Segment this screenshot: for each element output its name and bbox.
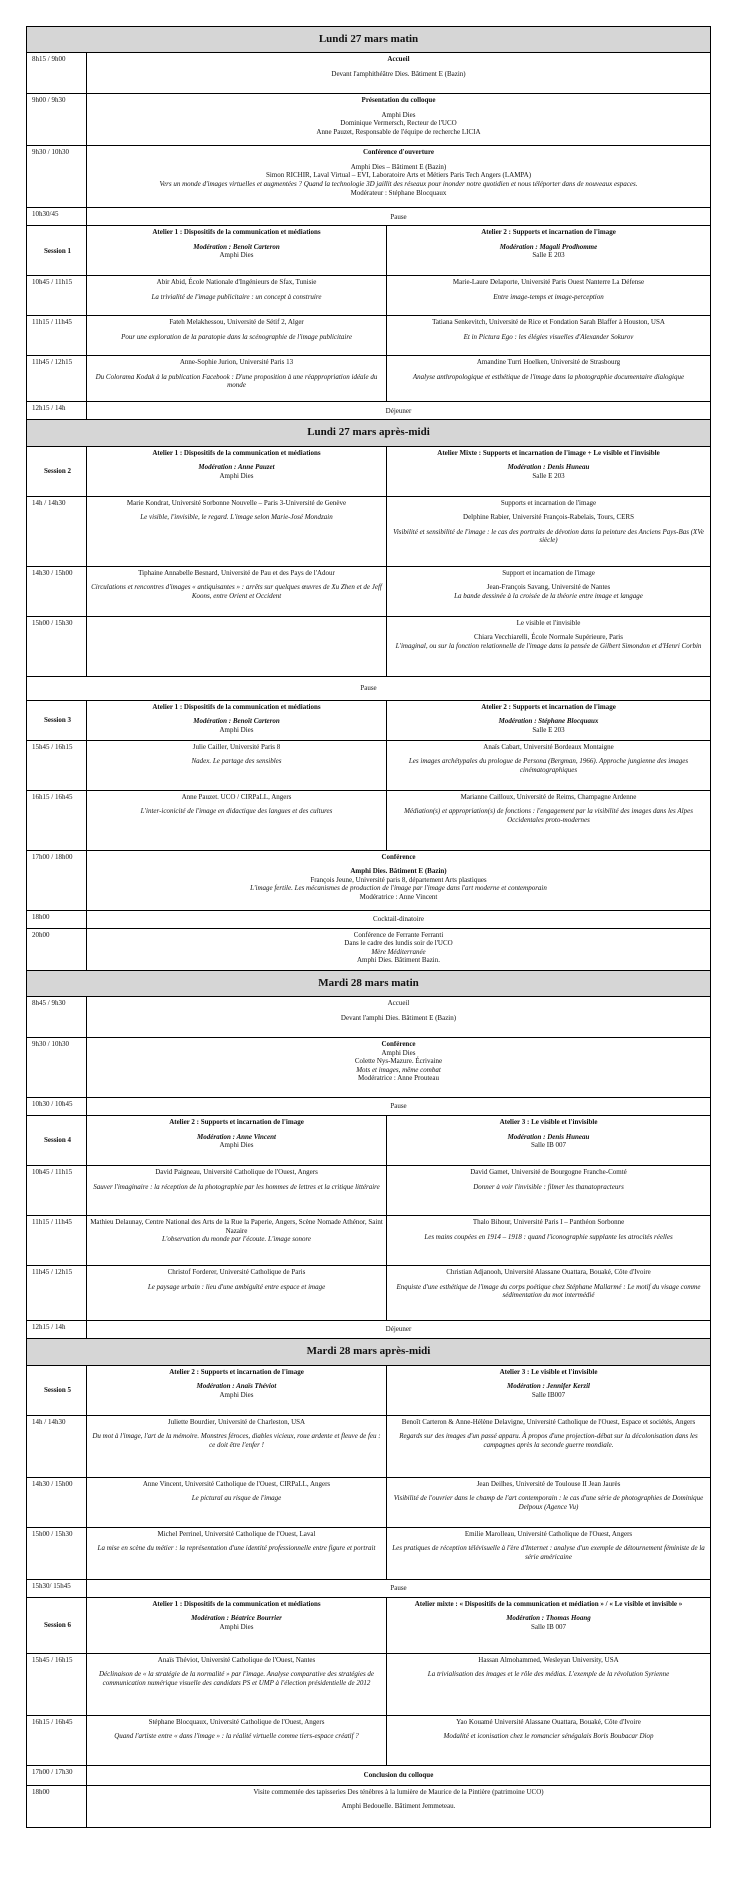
cell-line: Salle E 203	[532, 725, 565, 734]
cell-line: Pause	[390, 1583, 407, 1592]
cell-line: Amphi Dies	[219, 1390, 254, 1399]
cell-line: Anne-Sophie Jurion, Université Paris 13	[179, 358, 294, 367]
schedule-row	[27, 1653, 711, 1715]
cell-line: Salle IB 007	[531, 1141, 566, 1150]
time-slot: 10h30 / 10h45	[27, 1098, 87, 1116]
cell-line: Atelier 2 : Supports et incarnation de l'image	[169, 1367, 304, 1376]
left-track	[87, 356, 387, 402]
cell-line: Le visible, l'invisible, le regard. L'image selon Marie-José Mondzain	[140, 513, 333, 522]
cell-line: Salle IB 007	[531, 1622, 566, 1631]
event-cell	[87, 1321, 711, 1339]
time-slot: 15h45 / 16h15	[27, 1653, 87, 1715]
cell-line: L'image fertile. Les mécanismes de production de l'image par l'image dans l'art moderne et contemporain	[250, 884, 547, 893]
event-cell	[87, 1038, 711, 1098]
right-track	[387, 356, 711, 402]
time-slot: 15h30/ 15h45	[27, 1579, 87, 1597]
schedule-row	[27, 276, 711, 316]
schedule-row	[27, 1365, 711, 1415]
left-track	[87, 226, 387, 276]
cell-line: Modération : Jennifer Kerzil	[506, 1382, 591, 1391]
cell-line: Pour une exploration de la paratopie dans la scénographie de l'image publicitaire	[121, 332, 352, 341]
right-track	[387, 226, 711, 276]
cell-line: Vers un monde d'images virtuelles et augmentées ? Quand la technologie 3D jaillit des réseaux pour inonder notre quotidien et nous téléporter dans de nouveaux espaces.	[159, 180, 638, 188]
cell-line: David Gamet, Université de Bourgogne Franche-Comté	[470, 1168, 627, 1177]
cell-line: Emilie Marolleau, Université Catholique de l'Ouest, Angers	[464, 1529, 633, 1538]
time-slot: 12h15 / 14h	[27, 1321, 87, 1339]
cell-line: Conférence	[381, 852, 416, 861]
cell-line: Anaïs Cabart, Université Bordeaux Montaigne	[483, 742, 614, 751]
cell-line: Support et incarnation de l'image	[502, 568, 595, 577]
schedule-row	[27, 146, 711, 208]
right-track	[387, 790, 711, 850]
time-slot: 9h30 / 10h30	[27, 146, 87, 208]
right-track	[387, 1166, 711, 1216]
cell-line: Quand l'artiste entre « dans l'image » : la réalité virtuelle comme tiers-espace créatif ?	[114, 1732, 359, 1741]
schedule-row	[27, 496, 711, 566]
left-track	[87, 790, 387, 850]
cell-line: Fateh Melakhessou, Université de Sétif 2, Alger	[169, 318, 304, 327]
cell-line: Modération : Thomas Hoang	[506, 1614, 591, 1623]
schedule-row	[27, 1715, 711, 1765]
day-header-row	[27, 1339, 711, 1365]
left-track	[87, 1166, 387, 1216]
schedule-row	[27, 928, 711, 970]
schedule-row	[27, 1765, 711, 1785]
cell-line: Modération : Béatrice Bourrier	[191, 1614, 282, 1623]
cell-line: Donner à voir l'invisible : filmer les thanatopracteurs	[473, 1182, 624, 1191]
cell-line: Amphi Dies	[381, 1048, 416, 1057]
cell-line: Modération : Anaïs Théviot	[196, 1382, 277, 1391]
time-slot: 8h45 / 9h30	[27, 997, 87, 1038]
left-track	[87, 1266, 387, 1321]
schedule-row	[27, 1527, 711, 1579]
time-slot: 17h00 / 18h00	[27, 850, 87, 910]
event-cell	[87, 1785, 711, 1827]
cell-line: Amphi Dies. Bâtiment Bazin.	[356, 956, 440, 965]
cell-line: Présentation du colloque	[361, 96, 436, 105]
cell-line: Sauver l'imaginaire : la réception de la photographie par les hommes de lettres et la critique littéraire	[93, 1182, 380, 1191]
left-track	[87, 1116, 387, 1166]
cell-line: Atelier 2 : Supports et incarnation de l'image	[169, 1118, 304, 1127]
cell-line: Michel Perrinel, Université Catholique de l'Ouest, Laval	[157, 1529, 316, 1538]
cell-line: Salle E 203	[532, 471, 565, 480]
cell-line: Le visible et l'invisible	[516, 618, 581, 627]
left-track	[87, 1597, 387, 1653]
right-track	[387, 496, 711, 566]
schedule-row	[27, 94, 711, 146]
cell-line: Juliette Bourdier, Université de Charleston, USA	[167, 1417, 306, 1426]
cell-line: Colette Nys-Mazure. Écrivaine	[354, 1057, 443, 1066]
cell-line: Jean-François Savang, Université de Nantes	[486, 583, 611, 592]
cell-line: Atelier 1 : Dispositifs de la communication et médiations	[152, 702, 321, 711]
cell-line: La trivialité de l'image publicitaire : un concept à construire	[151, 292, 322, 301]
cell-line: Amphi Dies	[219, 1141, 254, 1150]
right-track	[387, 1415, 711, 1477]
cell-line: Julie Cailler, Université Paris 8	[192, 742, 281, 751]
cell-line: Modalité et iconisation chez le romancier sénégalais Boris Boubacar Diop	[443, 1732, 654, 1741]
schedule-row	[27, 676, 711, 700]
schedule-row	[27, 740, 711, 790]
cell-line: Devant l'amphithéâtre Dies. Bâtiment E (Bazin)	[331, 69, 466, 78]
time-slot: 20h00	[27, 928, 87, 970]
session-label: Session 6	[27, 1597, 87, 1653]
right-track	[387, 1266, 711, 1321]
event-cell	[87, 208, 711, 226]
cell-line: David Paigneau, Université Catholique de l'Ouest, Angers	[155, 1168, 318, 1177]
time-slot: 16h15 / 16h45	[27, 1715, 87, 1765]
cell-line: Le paysage urbain : lieu d'une ambiguïté entre espace et image	[147, 1282, 326, 1291]
cell-line: Modération : Denis Huneau	[507, 463, 590, 472]
right-track	[387, 616, 711, 676]
cell-line: Nadex. Le partage des sensibles	[191, 757, 282, 766]
cell-line: Les mains coupées en 1914 – 1918 : quand l'iconographie supplante les atrocités réelles	[424, 1232, 673, 1241]
day-header: Lundi 27 mars matin	[27, 27, 711, 53]
session-label: Session 5	[27, 1365, 87, 1415]
cell-line: Conférence	[381, 1040, 416, 1049]
cell-line: Delphine Rabier, Université François-Rabelais, Tours, CERS	[463, 513, 634, 522]
time-slot: 9h00 / 9h30	[27, 94, 87, 146]
cell-line: Analyse anthropologique et esthétique de l'image dans la photographie documentaire dialogique	[412, 372, 685, 381]
cell-line: Atelier 1 : Dispositifs de la communication et médiations	[152, 448, 321, 457]
cell-line: Marie-Laure Delaporte, Université Paris Ouest Nanterre La Défense	[452, 278, 645, 287]
cell-line: Pause	[390, 1102, 407, 1111]
cell-line: Mère Méditerranée	[371, 947, 426, 956]
cell-line: François Jeune, Université paris 8, département Arts plastiques	[310, 875, 487, 884]
session-label: Session 2	[27, 446, 87, 496]
time-slot: 8h15 / 9h00	[27, 53, 87, 94]
event-cell	[87, 53, 711, 94]
cell-line: Modérateur : Stéphane Blocquaux	[350, 188, 447, 197]
left-track	[87, 1216, 387, 1266]
cell-line: Conférence d'ouverture	[362, 148, 435, 157]
cell-line: Du Colorama Kodak à la publication Facebook : D'une proposition à une réappropriation idéale du monde	[95, 372, 378, 390]
cell-line: Hassan Almohammed, Wesleyan University, USA	[478, 1655, 619, 1664]
cell-line: L'imaginal, ou sur la fonction relationnelle de l'image dans la pensée de Gilbert Simondon et d'Henri Corbin	[395, 641, 702, 650]
cell-line: Pause	[390, 212, 407, 221]
time-slot: 10h45 / 11h15	[27, 276, 87, 316]
event-cell	[87, 850, 711, 910]
cell-line: Marie Kondrat, Université Sorbonne Nouvelle – Paris 3-Université de Genève	[126, 498, 347, 507]
cell-line: Simon RICHIR, Laval Virtual – EVI, Laboratoire Arts et Métiers Paris Tech Angers (LAMPA)	[265, 171, 532, 180]
day-header: Lundi 27 mars après-midi	[27, 420, 711, 446]
schedule-row	[27, 1321, 711, 1339]
schedule-row	[27, 446, 711, 496]
schedule-row	[27, 316, 711, 356]
event-cell	[87, 1098, 711, 1116]
session-label: Session 3	[27, 700, 87, 740]
schedule-row	[27, 1579, 711, 1597]
cell-line: Les pratiques de réception télévisuelle à l'ère d'Internet : analyse d'un exemple de détournement féministe de la série américaine	[392, 1544, 705, 1561]
cell-line: Stéphane Blocquaux, Université Catholique de l'Ouest, Angers	[148, 1717, 325, 1726]
cell-line: L'observation du monde par l'écoute. L'image sonore	[161, 1235, 312, 1244]
cell-line: Modération : Denis Huneau	[507, 1132, 590, 1141]
cell-line: La bande dessinée à la croisée de la théorie entre image et langage	[454, 591, 643, 600]
schedule-row	[27, 700, 711, 740]
time-slot: 15h00 / 15h30	[27, 616, 87, 676]
cell-line: Déjeuner	[385, 1325, 412, 1334]
time-slot: 17h00 / 17h30	[27, 1765, 87, 1785]
cell-line: Le pictural au risque de l'image	[191, 1494, 282, 1503]
left-track	[87, 496, 387, 566]
program-table	[26, 26, 711, 1828]
schedule-row	[27, 1785, 711, 1827]
cell-line: Modération : Benoît Carteron	[193, 242, 280, 251]
cell-line: Modération : Magali Prodhomme	[499, 242, 598, 251]
program-document	[26, 26, 711, 1828]
cell-line: Anne Pauzet. UCO / CIRPaLL, Angers	[181, 792, 292, 801]
cell-line: Atelier 2 : Supports et incarnation de l'image	[481, 228, 616, 237]
session-label: Session 4	[27, 1116, 87, 1166]
time-slot: 11h15 / 11h45	[27, 1216, 87, 1266]
day-header-row	[27, 27, 711, 53]
cell-line: Amphi Dies	[219, 1622, 254, 1631]
time-slot: 11h15 / 11h45	[27, 316, 87, 356]
day-header: Mardi 28 mars après-midi	[27, 1339, 711, 1365]
time-slot: 15h45 / 16h15	[27, 740, 87, 790]
time-slot: 15h00 / 15h30	[27, 1527, 87, 1579]
event-cell	[87, 928, 711, 970]
cell-line: Accueil	[387, 55, 410, 64]
time-slot: 14h30 / 15h00	[27, 566, 87, 616]
schedule-row	[27, 1038, 711, 1098]
cell-line: Tiphaine Annabelle Besnard, Université de Pau et des Pays de l'Adour	[138, 568, 335, 577]
cell-line: Déjeuner	[385, 406, 412, 415]
left-track	[87, 700, 387, 740]
left-track	[87, 1527, 387, 1579]
cell-line: Du mot à l'image, l'art de la mémoire. Monstres féroces, diables vicieux, roue ardente et fleuve de feu : ce doit être l'enfer !	[92, 1432, 381, 1449]
right-track	[387, 1653, 711, 1715]
left-track	[87, 616, 387, 676]
cell-line: Accueil	[387, 999, 410, 1008]
event-cell	[87, 146, 711, 208]
schedule-row	[27, 53, 711, 94]
cell-line: Benoît Carteron & Anne-Hélène Delavigne, Université Catholique de l'Ouest, Espace et sociétés, Angers	[401, 1417, 696, 1426]
cell-line: Jean Deilhes, Université de Toulouse II Jean Jaurès	[476, 1479, 621, 1488]
schedule-row	[27, 1597, 711, 1653]
cell-line: Circulations et rencontres d'images « antiquisantes » : arrêts sur quelques œuvres de Xu Zhen et de Jeff Koons, entre Orient et Occident	[91, 583, 382, 600]
cell-line: Thalo Bihour, Université Paris I – Panthéon Sorbonne	[472, 1218, 625, 1227]
cell-line: Christof Forderer, Université Catholique de Paris	[167, 1268, 306, 1277]
time-slot: 11h45 / 12h15	[27, 356, 87, 402]
schedule-row	[27, 402, 711, 420]
schedule-row	[27, 1415, 711, 1477]
cell-line: Anne Pauzet, Responsable de l'équipe de recherche LICIA	[316, 128, 481, 136]
cell-line: Dominique Vermersch, Recteur de l'UCO	[340, 119, 457, 128]
cell-line: Yao Kouamé Université Alassane Ouattara, Bouaké, Côte d'Ivoire	[456, 1717, 641, 1726]
cell-line: Et in Pictura Ego : les élégies visuelles d'Alexander Sokurov	[463, 332, 634, 341]
schedule-row	[27, 356, 711, 402]
event-cell	[87, 997, 711, 1038]
left-track	[87, 566, 387, 616]
cell-line: Atelier 3 : Le visible et l'invisible	[499, 1118, 598, 1127]
right-track	[387, 1477, 711, 1527]
event-cell	[87, 1579, 711, 1597]
session-label: Session 1	[27, 226, 87, 276]
schedule-row	[27, 850, 711, 910]
day-header: Mardi 28 mars matin	[27, 970, 711, 996]
cell-line: Dans le cadre des lundis soir de l'UCO	[344, 939, 453, 948]
time-slot: 14h30 / 15h00	[27, 1477, 87, 1527]
time-slot: 14h / 14h30	[27, 496, 87, 566]
event-cell	[87, 1765, 711, 1785]
cell-line: Cocktail-dinatoire	[373, 915, 424, 924]
cell-line: Salle E 203	[532, 251, 565, 260]
right-track	[387, 1365, 711, 1415]
cell-line: Devant l'amphi Dies. Bâtiment E (Bazin)	[340, 1013, 457, 1022]
cell-line: Mots et images, même combat	[356, 1065, 441, 1074]
cell-line: Déclinaison de « la stratégie de la normalité » par l'image. Analyse comparative des stratégies de communication numérique visuelle des candidats PS et UMP à l'élection présidentielle de 2012	[98, 1670, 375, 1687]
cell-line: Visibilité et sensibilité de l'image : le cas des portraits de dévotion dans la peinture des Anciens Pays-Bas (XVe siècle)	[393, 527, 704, 545]
cell-line: Amphi Bedouelle. Bâtiment Jemmeteau.	[341, 1802, 456, 1811]
cell-line: Modération : Benoît Carteron	[193, 717, 280, 726]
right-track	[387, 276, 711, 316]
cell-line: Atelier Mixte : Supports et incarnation de l'image + Le visible et l'invisible	[437, 448, 660, 457]
event-cell	[87, 910, 711, 928]
time-slot: 11h45 / 12h15	[27, 1266, 87, 1321]
cell-line: Chiara Vecchiarelli, École Normale Supérieure, Paris	[474, 633, 623, 642]
right-track	[387, 1597, 711, 1653]
cell-line: Modératrice : Anne Prouteau	[357, 1074, 440, 1083]
cell-line: Amphi Dies	[219, 251, 254, 260]
schedule-row	[27, 910, 711, 928]
cell-line: Médiation(s) et appropriation(s) de fonctions : l'engagement par la visibilité des images dans les Alpes Occidentales proto-modernes	[404, 807, 693, 824]
cell-line: La mise en scène du métier : la représentation d'une identité professionnelle entre figure et portrait	[97, 1544, 376, 1553]
time-slot: 9h30 / 10h30	[27, 1038, 87, 1098]
time-slot: 14h / 14h30	[27, 1415, 87, 1477]
cell-line: Visite commentée des tapisseries Des ténèbres à la lumière de Maurice de la Pintière (patrimoine UCO)	[253, 1787, 544, 1796]
cell-line: Abir Abid, École Nationale d'Ingénieurs de Sfax, Tunisie	[156, 278, 317, 287]
cell-line: Amphi Dies. Bâtiment E (Bazin)	[350, 867, 447, 876]
cell-line: Atelier 2 : Supports et incarnation de l'image	[481, 702, 616, 711]
time-slot: 18h00	[27, 910, 87, 928]
right-track	[387, 740, 711, 790]
cell-line: Modération : Anne Pauzet	[198, 463, 275, 472]
cell-line: Atelier 1 : Dispositifs de la communication et médiations	[152, 228, 321, 237]
right-track	[387, 700, 711, 740]
right-track	[387, 316, 711, 356]
cell-line: Atelier 1 : Dispositifs de la communication et médiations	[152, 1599, 321, 1608]
cell-line: L'inter-iconicité de l'image en didactique des langues et des cultures	[140, 807, 333, 816]
cell-line: Anne Vincent, Université Catholique de l'Ouest, CIRPaLL, Angers	[142, 1479, 331, 1488]
cell-line: Amphi Dies	[219, 725, 254, 734]
right-track	[387, 446, 711, 496]
cell-line: Enquiste d'une esthétique de l'image du corps poétique chez Stéphane Mallarmé : Le motif du visage comme sédimentation du mot intermédié	[396, 1282, 701, 1300]
right-track	[387, 1715, 711, 1765]
left-track	[87, 1415, 387, 1477]
left-track	[87, 1477, 387, 1527]
cell-line: Entre image-temps et image-perception	[493, 292, 604, 301]
cell-line: Conférence de Ferrante Ferranti	[353, 930, 444, 939]
schedule-row	[27, 616, 711, 676]
cell-line: Modératrice : Anne Vincent	[359, 892, 438, 901]
cell-line: Modération : Stéphane Blocquaux	[498, 717, 599, 726]
right-track	[387, 1116, 711, 1166]
cell-line: Amandine Turri Hoelken, Université de Strasbourg	[476, 358, 621, 367]
cell-line: Les images archétypales du prologue de Persona (Bergman, 1966). Approche jungienne des images cinématographiques	[408, 757, 689, 774]
pause-cell	[27, 676, 711, 700]
right-track	[387, 1216, 711, 1266]
cell-line: Christian Adjanooh, Université Alassane Ouattara, Bouaké, Côte d'Ivoire	[446, 1268, 651, 1277]
cell-line: Amphi Dies	[381, 110, 416, 119]
right-track	[387, 1527, 711, 1579]
schedule-row	[27, 1266, 711, 1321]
time-slot: 16h15 / 16h45	[27, 790, 87, 850]
schedule-row	[27, 997, 711, 1038]
day-header-row	[27, 420, 711, 446]
cell-line: Supports et incarnation de l'image	[500, 498, 597, 507]
cell-line: Marianne Cailloux, Université de Reims, Champagne Ardenne	[460, 792, 637, 801]
schedule-row	[27, 226, 711, 276]
cell-line: Mathieu Delaunay, Centre National des Arts de la Rue la Paperie, Angers, Scène Nomade Athénor, Saint Nazaire	[90, 1218, 383, 1235]
right-track	[387, 566, 711, 616]
cell-line: Regards sur des images d'un passé apparu. À propos d'une projection-débat sur la décolonisation dans les campagnes après la seconde guerre mondiale.	[399, 1432, 698, 1449]
schedule-row	[27, 1216, 711, 1266]
event-cell	[87, 402, 711, 420]
cell-line: Modération : Anne Vincent	[197, 1132, 276, 1141]
cell-line: Visibilité de l'ouvrier dans le champ de l'art contemporain : le cas d'une série de photographies de Dominique Delpoux (Agence Vu)	[393, 1494, 704, 1511]
schedule-row	[27, 790, 711, 850]
cell-line: Atelier 3 : Le visible et l'invisible	[499, 1367, 598, 1376]
cell-line: La trivialisation des images et le rôle des médias. L'exemple de la révolution Syrienne	[427, 1670, 670, 1679]
left-track	[87, 1653, 387, 1715]
schedule-row	[27, 1098, 711, 1116]
cell-line: Salle IB007	[531, 1390, 566, 1399]
time-slot: 12h15 / 14h	[27, 402, 87, 420]
left-track	[87, 276, 387, 316]
schedule-row	[27, 1166, 711, 1216]
event-cell	[87, 94, 711, 146]
cell-line: Conclusion du colloque	[363, 1770, 434, 1779]
left-track	[87, 1365, 387, 1415]
left-track	[87, 316, 387, 356]
left-track	[87, 1715, 387, 1765]
left-track	[87, 740, 387, 790]
cell-line: Atelier mixte : « Dispositifs de la communication et médiation » / « Le visible et invisible »	[414, 1599, 683, 1608]
time-slot: 10h30/45	[27, 208, 87, 226]
cell-line: Tatiana Senkevitch, Université de Rice et Fondation Sarah Blaffer à Houston, USA	[432, 318, 665, 327]
left-track	[87, 446, 387, 496]
cell-line: Anaïs Théviot, Université Catholique de l'Ouest, Nantes	[157, 1655, 316, 1664]
schedule-row	[27, 1116, 711, 1166]
schedule-row	[27, 208, 711, 226]
schedule-row	[27, 1477, 711, 1527]
cell-line: Pause	[360, 684, 377, 693]
day-header-row	[27, 970, 711, 996]
cell-line: Amphi Dies – Bâtiment E (Bazin)	[350, 162, 447, 171]
time-slot: 18h00	[27, 1785, 87, 1827]
time-slot: 10h45 / 11h15	[27, 1166, 87, 1216]
schedule-row	[27, 566, 711, 616]
cell-line: Amphi Dies	[219, 471, 254, 480]
